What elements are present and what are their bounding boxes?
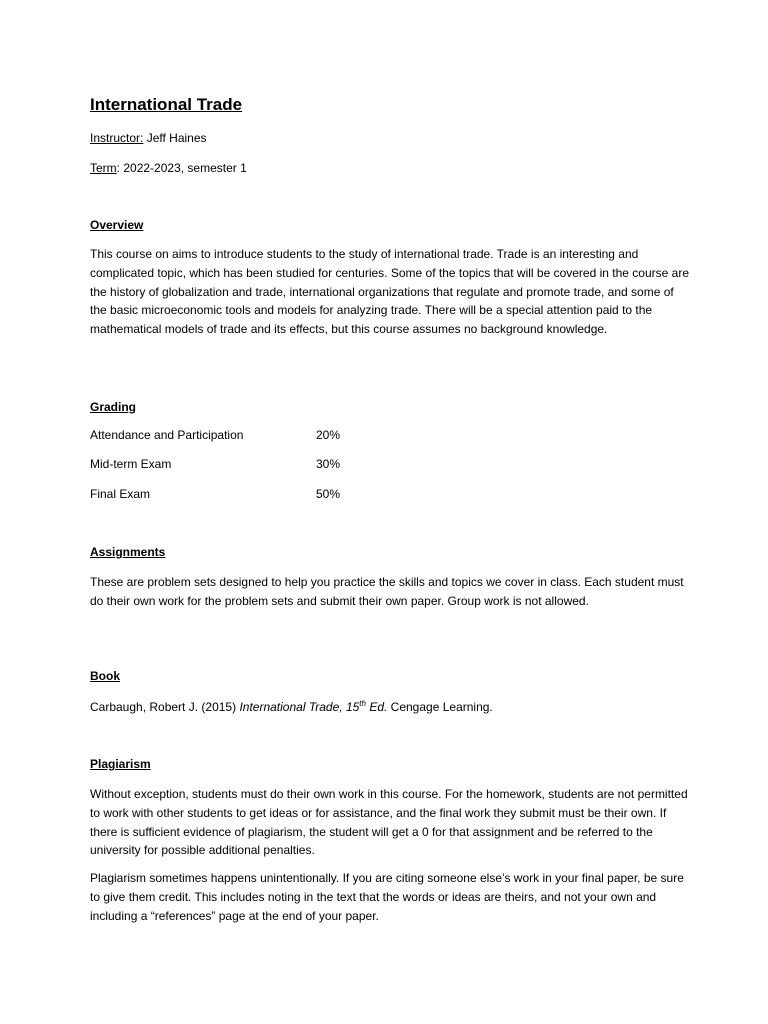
term-line: [90, 161, 247, 175]
grading-item-label: Final Exam: [90, 487, 151, 501]
book-publisher: Cengage Learning.: [390, 700, 493, 714]
grading-item-weight: 30%: [316, 457, 341, 471]
book-edition-superscript: th: [359, 699, 366, 708]
overview-paragraph: This course on aims to introduce students to the study of international trade. Trade is an interesting and complicated topic, which has been studied for centuries. Some of the topics that will be covered in the course are the history of globalization and trade, international organizations that regulate and promote trade, and some of the basic microeconomic tools and models for analyzing trade. There will be a special attention paid to the mathematical models of trade and its effects, but this course assumes no background knowledge.: [90, 247, 689, 337]
overview-heading: Overview: [90, 218, 144, 232]
instructor-label: Instructor:: [90, 131, 144, 145]
plagiarism-heading: Plagiarism: [90, 757, 151, 771]
instructor-name: Jeff Haines: [146, 131, 207, 145]
book-citation: [90, 699, 493, 714]
instructor-line: [90, 131, 207, 145]
assignments-paragraph: These are problem sets designed to help you practice the skills and topics we cover in class. Each student must do their own work for the problem sets and submit their own paper. Group work is not allowed.: [90, 575, 684, 608]
term-label: Term: [90, 161, 117, 175]
book-title-text: International Trade, 15: [239, 700, 360, 714]
grading-item-label: Attendance and Participation: [90, 428, 244, 442]
grading-item-label: Mid-term Exam: [90, 457, 172, 471]
plagiarism-paragraph-1: Without exception, students must do their own work in this course. For the homework, students are not permitted to work with other students to get ideas or for assistance, and the final work they submit must be their own. If there is sufficient evidence of plagiarism, the student will get a 0 for that assignment and be referred to the university for possible additional penalties.: [90, 787, 688, 858]
syllabus-page: [90, 0, 690, 1024]
book-author-year: Carbaugh, Robert J. (2015): [90, 700, 237, 714]
term-separator: :: [116, 161, 121, 175]
assignments-heading: Assignments: [90, 545, 166, 559]
grading-item-weight: 50%: [316, 487, 341, 501]
document-title: International Trade: [90, 95, 243, 114]
grading-heading: Grading: [90, 400, 137, 414]
term-value: 2022-2023, semester 1: [123, 161, 247, 175]
plagiarism-paragraph-2: Plagiarism sometimes happens unintentionally. If you are citing someone else’s work in your final paper, be sure to give them credit. This includes noting in the text that the words or ideas are theirs, and not your own and including a “references” page at the end of your paper.: [90, 871, 684, 923]
book-heading: Book: [90, 669, 120, 683]
grading-item-weight: 20%: [316, 428, 341, 442]
book-edition-suffix: Ed.: [369, 700, 388, 714]
book-title: [239, 700, 387, 714]
